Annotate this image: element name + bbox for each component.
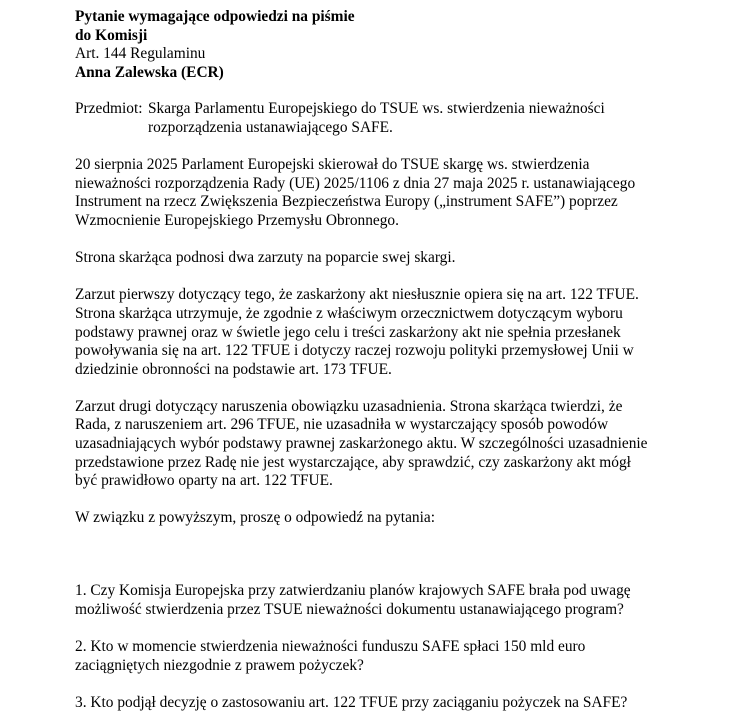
rule-reference: Art. 144 Regulaminu bbox=[75, 45, 206, 63]
question-line: 1. Czy Komisja Europejska przy zatwierdzaniu planów krajowych SAFE brała pod uwagę bbox=[75, 582, 631, 600]
paragraph-line: uzasadniających wybór podstawy prawnej zaskarżonego aktu. W szczególności uzasadnienie bbox=[75, 435, 648, 453]
paragraph-line: Rada, z naruszeniem art. 296 TFUE, nie uzasadniła w wystarczający sposób powodów bbox=[75, 416, 609, 434]
paragraph-line: nieważności rozporządzenia Rady (UE) 2025/1106 z dnia 27 maja 2025 r. ustanawiającego bbox=[75, 174, 636, 192]
document-page bbox=[75, 8, 695, 713]
author-name: Anna Zalewska (ECR) bbox=[75, 63, 224, 81]
document-title-line-1: Pytanie wymagające odpowiedzi na piśmie bbox=[75, 8, 355, 25]
document-title-line-2: do Komisji bbox=[75, 26, 148, 44]
subject-line-2: rozporządzenia ustanawiającego SAFE. bbox=[148, 118, 393, 136]
paragraph-second-plea bbox=[75, 398, 695, 491]
paragraph-line: Zarzut drugi dotyczący naruszenia obowiązku uzasadnienia. Strona skarżąca twierdzi, że bbox=[75, 397, 623, 415]
paragraph-line: Wzmocnienie Europejskiego Przemysłu Obronnego. bbox=[75, 211, 399, 229]
document-header bbox=[75, 8, 695, 82]
questions-list bbox=[75, 582, 695, 712]
question-line: 2. Kto w momencie stwierdzenia nieważności funduszu SAFE spłaci 150 mld euro bbox=[75, 638, 586, 656]
question-line: 3. Kto podjął decyzję o zastosowaniu art. 122 TFUE przy zaciąganiu pożyczek na SAFE? bbox=[75, 694, 628, 711]
subject-label: Przedmiot: bbox=[75, 100, 143, 118]
paragraph-line: powoływania się na art. 122 TFUE i dotyczy raczej rozwoju polityki przemysłowej Unii w bbox=[75, 342, 634, 360]
question-item bbox=[75, 694, 695, 713]
paragraph-line: Zarzut pierwszy dotyczący tego, że zaskarżony akt niesłusznie opiera się na art. 122 TFUE. bbox=[75, 286, 639, 304]
subject-line-1: Skarga Parlamentu Europejskiego do TSUE ws. stwierdzenia nieważności bbox=[148, 100, 605, 118]
paragraph-line: podstawy prawnej oraz w świetle jego celu i treści zaskarżony akt nie spełnia przesłanek bbox=[75, 323, 621, 341]
paragraph-line: być prawidłowo oparty na art. 122 TFUE. bbox=[75, 472, 333, 490]
subject-text bbox=[147, 100, 605, 137]
paragraph-line: Strona skarżąca utrzymuje, że zgodnie z właściwym orzecznictwem dotyczącym wyboru bbox=[75, 304, 623, 322]
question-line: zaciągniętych niezgodnie z prawem pożyczek? bbox=[75, 656, 364, 674]
paragraph-first-plea bbox=[75, 286, 695, 379]
paragraph-line: 20 sierpnia 2025 Parlament Europejski skierował do TSUE skargę ws. stwierdzenia bbox=[75, 156, 590, 174]
paragraph-line: Strona skarżąca podnosi dwa zarzuty na poparcie swej skargi. bbox=[75, 249, 456, 267]
questions-intro: W związku z powyższym, proszę o odpowiedź na pytania: bbox=[75, 508, 435, 526]
question-item bbox=[75, 582, 695, 619]
subject-block bbox=[75, 100, 695, 137]
paragraph-claims bbox=[75, 249, 695, 268]
paragraph-intro bbox=[75, 156, 695, 230]
paragraph-line: dziedzinie obronności na podstawie art. 173 TFUE. bbox=[75, 360, 392, 378]
paragraph-line: przedstawione przez Radę nie jest wystarczające, aby sprawdzić, czy zaskarżony akt mógł bbox=[75, 453, 631, 471]
question-line: możliwość stwierdzenia przez TSUE nieważności dokumentu ustanawiającego program? bbox=[75, 601, 624, 619]
question-item bbox=[75, 638, 695, 675]
paragraph-line: Instrument na rzecz Zwiększenia Bezpieczeństwa Europy („instrument SAFE”) poprzez bbox=[75, 193, 618, 211]
